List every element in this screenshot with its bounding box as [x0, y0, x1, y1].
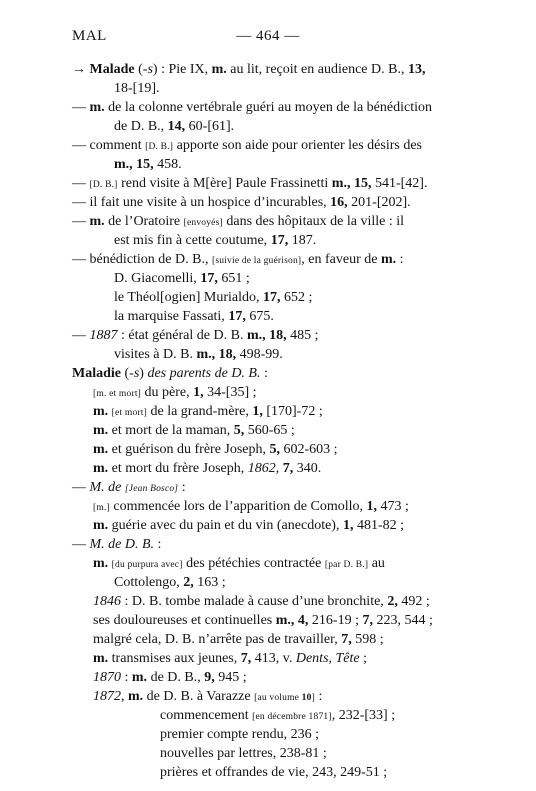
line-segment: apporte son aide pour orienter les désirs des — [173, 138, 422, 153]
line-segment: de la colonne vertébrale guéri au moyen de la bénédiction — [104, 100, 432, 115]
line-segment: ) — [139, 366, 148, 381]
line-segment: la marquise Fassati, — [114, 309, 229, 324]
line-segment: m. — [89, 100, 105, 115]
index-line — [93, 517, 404, 535]
line-segment: et mort de la maman, — [108, 423, 234, 438]
index-line — [72, 251, 404, 270]
line-segment: m. — [93, 442, 109, 457]
line-segment: ( — [121, 366, 130, 381]
line-segment: 498-99. — [236, 347, 283, 362]
line-segment: du père, — [141, 385, 194, 400]
line-segment: Cottolengo, — [114, 575, 184, 590]
line-segment: [m. et mort] — [93, 389, 142, 399]
line-segment: : — [396, 252, 404, 267]
line-segment: 16, — [330, 195, 348, 210]
line-segment: ses douloureuses et continuelles — [93, 613, 276, 628]
line-segment: 1846 — [93, 594, 121, 609]
line-segment: ) : Pie IX, — [152, 62, 212, 77]
line-segment: m., — [275, 613, 295, 628]
line-segment: [envoyés] — [183, 218, 223, 228]
index-line — [114, 232, 316, 250]
line-segment: 5, — [233, 423, 245, 438]
line-segment: 14, — [167, 119, 186, 134]
line-segment: M. de D. B. — [89, 537, 155, 552]
index-line — [72, 479, 186, 498]
line-segment: 1, — [342, 518, 354, 533]
line-segment: des parents de D. B. — [147, 366, 261, 381]
line-segment: 17, — [263, 290, 281, 305]
line-segment: [en décembre 1871] — [252, 712, 332, 722]
line-segment: 485 ; — [286, 328, 319, 343]
line-segment: et mort du frère Joseph, — [108, 461, 248, 476]
line-segment: [au volume — [254, 693, 302, 703]
line-segment: 7, — [362, 613, 373, 628]
line-segment: le Théol[ogien] Murialdo, — [114, 290, 264, 305]
index-line — [93, 498, 409, 517]
line-segment: 560-65 ; — [244, 423, 295, 438]
line-segment: guérie avec du pain et du vin (anecdote), — [108, 518, 343, 533]
line-segment: prières et offrandes de vie, 243, 249-51 ; — [160, 765, 388, 780]
line-segment: 201-[202]. — [347, 195, 411, 210]
line-segment: 1, — [366, 499, 377, 514]
line-segment: : — [154, 537, 162, 552]
line-segment: [Jean Bosco] — [124, 484, 179, 494]
line-segment: 1887 — [89, 328, 118, 343]
index-line — [72, 213, 404, 232]
line-segment: 598 ; — [351, 632, 384, 647]
line-segment: 652 ; — [280, 290, 313, 305]
line-segment: , 232-[33] ; — [331, 708, 396, 723]
line-segment: 2, — [387, 594, 398, 609]
line-segment: [du purpura avec] — [111, 560, 183, 570]
index-line — [93, 403, 323, 422]
line-segment: 10 — [301, 693, 312, 703]
line-segment: 413, v. — [251, 651, 296, 666]
line-segment: m. — [93, 556, 109, 571]
line-segment: 13, — [407, 62, 426, 77]
line-segment: D. Giacomelli, — [114, 271, 201, 286]
index-line — [93, 650, 367, 668]
line-segment: — — [72, 214, 90, 229]
line-segment: de D. B., — [114, 119, 168, 134]
line-segment: : — [260, 366, 268, 381]
line-segment: 1872 — [93, 689, 121, 704]
line-segment: 541-[42]. — [371, 176, 428, 191]
line-segment: : D. B. tombe malade à cause d’une bronchite, — [121, 594, 388, 609]
line-segment: — comment — [72, 138, 146, 153]
line-segment: et guérison du frère Joseph, — [108, 442, 270, 457]
index-line — [160, 707, 395, 726]
line-segment: 473 ; — [377, 499, 409, 514]
line-segment: — — [72, 537, 90, 552]
line-segment: , — [275, 461, 283, 476]
line-segment: 340. — [293, 461, 322, 476]
index-line — [114, 118, 234, 136]
line-segment: 945 ; — [214, 670, 247, 685]
line-segment: 2, — [183, 575, 194, 590]
index-line — [93, 441, 338, 459]
line-segment: m. — [93, 404, 109, 419]
line-segment: des pétéchies contractée — [182, 556, 325, 571]
line-segment: 163 ; — [193, 575, 226, 590]
line-segment: : — [121, 670, 132, 685]
index-line — [114, 574, 226, 592]
line-segment: malgré cela, D. B. n’arrête pas de travailler, — [93, 632, 342, 647]
line-segment: m., — [196, 347, 216, 362]
line-segment: 17, — [270, 233, 289, 248]
line-segment: 187. — [288, 233, 317, 248]
line-segment: — — [72, 480, 90, 495]
index-line — [114, 80, 160, 98]
line-segment: 15, — [136, 157, 154, 172]
line-segment: de l’Oratoire — [104, 214, 184, 229]
line-segment: m. — [131, 670, 148, 685]
line-segment: m. — [93, 423, 109, 438]
line-segment: m. — [128, 689, 144, 704]
line-segment: 17, — [228, 309, 246, 324]
line-segment: — — [72, 328, 90, 343]
line-segment: — bénédiction de D. B., — [72, 252, 212, 267]
line-segment: [D. B.] — [89, 180, 118, 190]
line-segment: de la grand-mère, — [146, 404, 253, 419]
line-segment: 18-[19]. — [114, 81, 160, 96]
line-segment: — il fait une visite à un hospice d’incurables, — [72, 195, 331, 210]
index-line — [160, 764, 387, 782]
running-head-term: MAL — [72, 28, 107, 44]
index-line — [72, 365, 268, 383]
line-segment: 5, — [269, 442, 281, 457]
line-segment: — — [72, 100, 90, 115]
line-segment: m., — [331, 176, 351, 191]
line-segment: commencement — [160, 708, 253, 723]
line-segment: 675. — [245, 309, 274, 324]
line-segment: -s — [142, 62, 153, 77]
index-line — [72, 327, 319, 345]
index-line — [93, 593, 430, 611]
line-segment: ; — [359, 651, 368, 666]
line-segment: 458. — [153, 157, 182, 172]
index-line — [93, 555, 385, 574]
line-segment: 18, — [269, 328, 287, 343]
line-segment: ] — [311, 693, 315, 703]
line-segment: visites à D. B. — [114, 347, 197, 362]
index-line — [93, 384, 257, 403]
line-segment: 492 ; — [397, 594, 430, 609]
line-segment: [170]-72 ; — [262, 404, 323, 419]
line-segment: 1870 — [93, 670, 121, 685]
line-segment: 60-[61]. — [185, 119, 235, 134]
line-segment: m. — [380, 252, 397, 267]
index-line — [93, 612, 433, 630]
index-line — [160, 745, 327, 763]
line-segment: : — [178, 480, 186, 495]
line-segment: transmises aux jeunes, — [108, 651, 241, 666]
line-segment: nouvelles par lettres, 238-81 ; — [160, 746, 327, 761]
line-segment: est mis fin à cette coutume, — [114, 233, 271, 248]
index-line — [72, 536, 161, 554]
line-segment: m. — [93, 651, 109, 666]
line-segment: [et mort] — [111, 408, 147, 418]
line-segment: , en faveur de — [301, 252, 381, 267]
page-number: — 464 — — [236, 28, 300, 44]
index-line — [114, 289, 312, 307]
index-line — [72, 175, 427, 194]
line-segment: de D. B. à Varazze — [143, 689, 255, 704]
line-segment: 7, — [240, 651, 252, 666]
line-segment: commencée lors de l’apparition de Comollo, — [109, 499, 367, 514]
line-segment: m., — [246, 328, 266, 343]
line-segment: m., — [114, 157, 133, 172]
line-segment: m. — [89, 214, 105, 229]
line-segment: [m.] — [93, 503, 110, 513]
line-segment: — — [72, 176, 90, 191]
line-segment: 481-82 ; — [353, 518, 405, 533]
line-segment: 223, 544 ; — [372, 613, 433, 628]
line-segment: 1862 — [247, 461, 276, 476]
index-line — [72, 61, 425, 79]
line-segment: 1, — [193, 385, 204, 400]
line-segment: 17, — [200, 271, 218, 286]
line-segment: dans des hôpitaux de la ville : il — [222, 214, 405, 229]
index-line — [93, 460, 321, 478]
line-segment: m. — [93, 518, 109, 533]
index-line — [114, 156, 182, 174]
line-segment: -s — [129, 366, 140, 381]
line-segment: 1, — [252, 404, 263, 419]
line-segment: rend visite à M[ère] Paule Frassinetti — [117, 176, 332, 191]
line-segment: premier compte rendu, 236 ; — [160, 727, 320, 742]
line-segment: 34-[35] ; — [203, 385, 257, 400]
index-line — [114, 270, 250, 288]
line-segment: 216-19 ; — [308, 613, 363, 628]
index-line — [114, 308, 274, 326]
index-line — [93, 631, 384, 649]
line-segment: M. de — [89, 480, 122, 495]
index-line — [93, 669, 247, 687]
line-segment: Malade — [89, 62, 135, 77]
line-segment: de D. B., — [147, 670, 205, 685]
line-segment: 602-603 ; — [280, 442, 338, 457]
line-segment: 4, — [297, 613, 309, 628]
line-segment: m. — [211, 62, 227, 77]
line-segment: 651 ; — [217, 271, 250, 286]
line-segment: [D. B.] — [145, 142, 174, 152]
line-segment: ( — [134, 62, 143, 77]
index-line — [114, 346, 283, 364]
line-segment: 18, — [218, 347, 237, 362]
index-line — [72, 137, 422, 156]
index-line — [72, 194, 411, 212]
line-segment: , — [121, 689, 128, 704]
line-segment: [par D. B.] — [324, 560, 369, 570]
line-segment: au — [368, 556, 385, 571]
line-segment: m. — [93, 461, 109, 476]
line-segment: [suivie de la guérison] — [211, 256, 302, 266]
line-segment: 9, — [204, 670, 215, 685]
line-segment: Maladie — [72, 366, 121, 381]
line-segment: 7, — [282, 461, 294, 476]
index-line — [160, 726, 319, 744]
index-line — [93, 688, 322, 707]
index-line — [93, 422, 295, 440]
line-segment: au lit, reçoit en audience D. B., — [226, 62, 408, 77]
line-segment: : — [314, 689, 323, 704]
index-line — [72, 99, 432, 117]
line-segment: → — [72, 62, 90, 77]
line-segment: : état général de D. B. — [117, 328, 247, 343]
line-segment: 7, — [341, 632, 352, 647]
line-segment: 15, — [353, 176, 372, 191]
line-segment: Dents, Tête — [295, 651, 360, 666]
